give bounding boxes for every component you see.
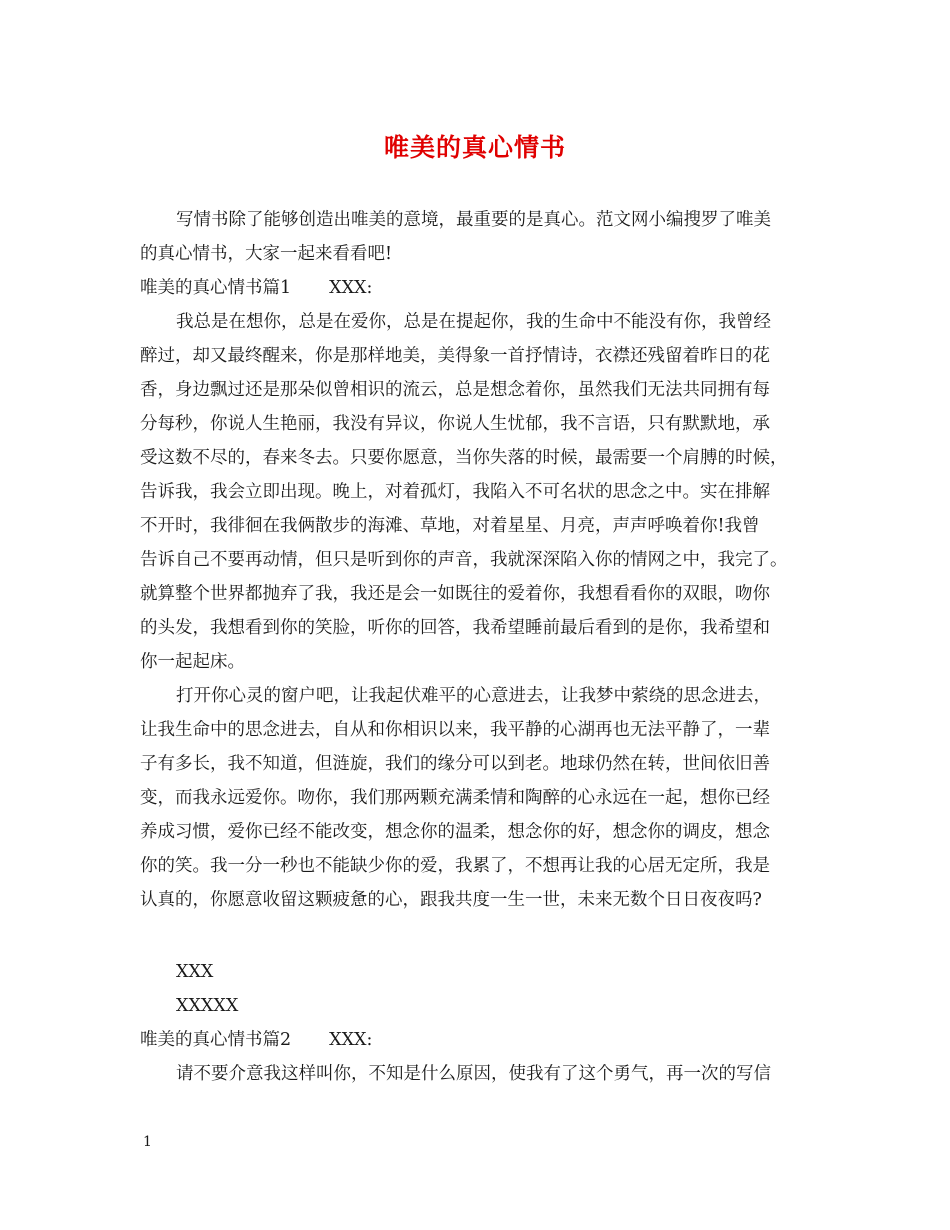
section-title: 唯美的真心情书篇1 — [140, 278, 292, 298]
paragraph-line: 写情书除了能够创造出唯美的意境，最重要的是真心。范文网小编搜罗了唯美 — [176, 210, 771, 230]
signature-line: XXX — [176, 962, 214, 982]
paragraph-line: 受这数不尽的，春来冬去。只要你愿意，当你失落的时候，最需要一个肩膊的时候， — [140, 448, 788, 468]
paragraph-line: 醉过，却又最终醒来，你是那样地美，美得象一首抒情诗，衣襟还残留着昨日的花 — [140, 346, 770, 366]
paragraph-line: 打开你心灵的窗户吧，让我起伏难平的心意进去，让我梦中萦绕的思念进去， — [176, 686, 771, 706]
paragraph-line: 香，身边飘过还是那朵似曾相识的流云，总是想念着你，虽然我们无法共同拥有每 — [140, 380, 770, 400]
paragraph-line: 变，而我永远爱你。吻你，我们那两颗充满柔情和陶醉的心永远在一起，想你已经 — [140, 788, 770, 808]
paragraph-line: 请不要介意我这样叫你，不知是什么原因，使我有了这个勇气，再一次的写信 — [176, 1064, 771, 1084]
paragraph-line: 养成习惯，爱你已经不能改变，想念你的温柔，想念你的好，想念你的调皮，想念 — [140, 822, 770, 842]
salutation: XXX: — [329, 278, 373, 298]
salutation: XXX: — [329, 1030, 373, 1050]
paragraph-line: 告诉我，我会立即出现。晚上，对着孤灯，我陷入不可名状的思念之中。实在排解 — [140, 482, 770, 502]
paragraph-line: 认真的，你愿意收留这颗疲惫的心，跟我共度一生一世，未来无数个日日夜夜吗? — [140, 890, 762, 910]
document-title: 唯美的真心情书 — [383, 133, 566, 162]
signature-line: XXXXX — [176, 996, 239, 1016]
paragraph-line: 让我生命中的思念进去，自从和你相识以来，我平静的心湖再也无法平静了，一辈 — [140, 720, 770, 740]
section-title: 唯美的真心情书篇2 — [140, 1030, 292, 1050]
paragraph-line: 分每秒，你说人生艳丽，我没有异议，你说人生忧郁，我不言语，只有默默地，承 — [140, 414, 770, 434]
page-number: 1 — [143, 1134, 152, 1150]
paragraph-line: 的真心情书，大家一起来看看吧! — [140, 244, 393, 264]
paragraph-line: 就算整个世界都抛弃了我，我还是会一如既往的爱着你，我想看看你的双眼，吻你 — [140, 584, 770, 604]
section-heading-1 — [140, 271, 820, 305]
paragraph-line: 你的笑。我一分一秒也不能缺少你的爱，我累了，不想再让我的心居无定所，我是 — [140, 856, 770, 876]
paragraph-line: 不开时，我徘徊在我俩散步的海滩、草地，对着星星、月亮，声声呼唤着你!我曾 — [140, 516, 760, 536]
paragraph-line: 子有多长，我不知道，但涟旋，我们的缘分可以到老。地球仍然在转，世间依旧善 — [140, 754, 770, 774]
paragraph-line: 我总是在想你，总是在爱你，总是在提起你，我的生命中不能没有你，我曾经 — [176, 312, 771, 332]
paragraph-line: 你一起起床。 — [140, 652, 245, 672]
paragraph-line: 告诉自己不要再动情，但只是听到你的声音，我就深深陷入你的情网之中，我完了。 — [140, 550, 788, 570]
section-heading-2 — [140, 1023, 820, 1057]
paragraph-line: 的头发，我想看到你的笑脸，听你的回答，我希望睡前最后看到的是你，我希望和 — [140, 618, 770, 638]
